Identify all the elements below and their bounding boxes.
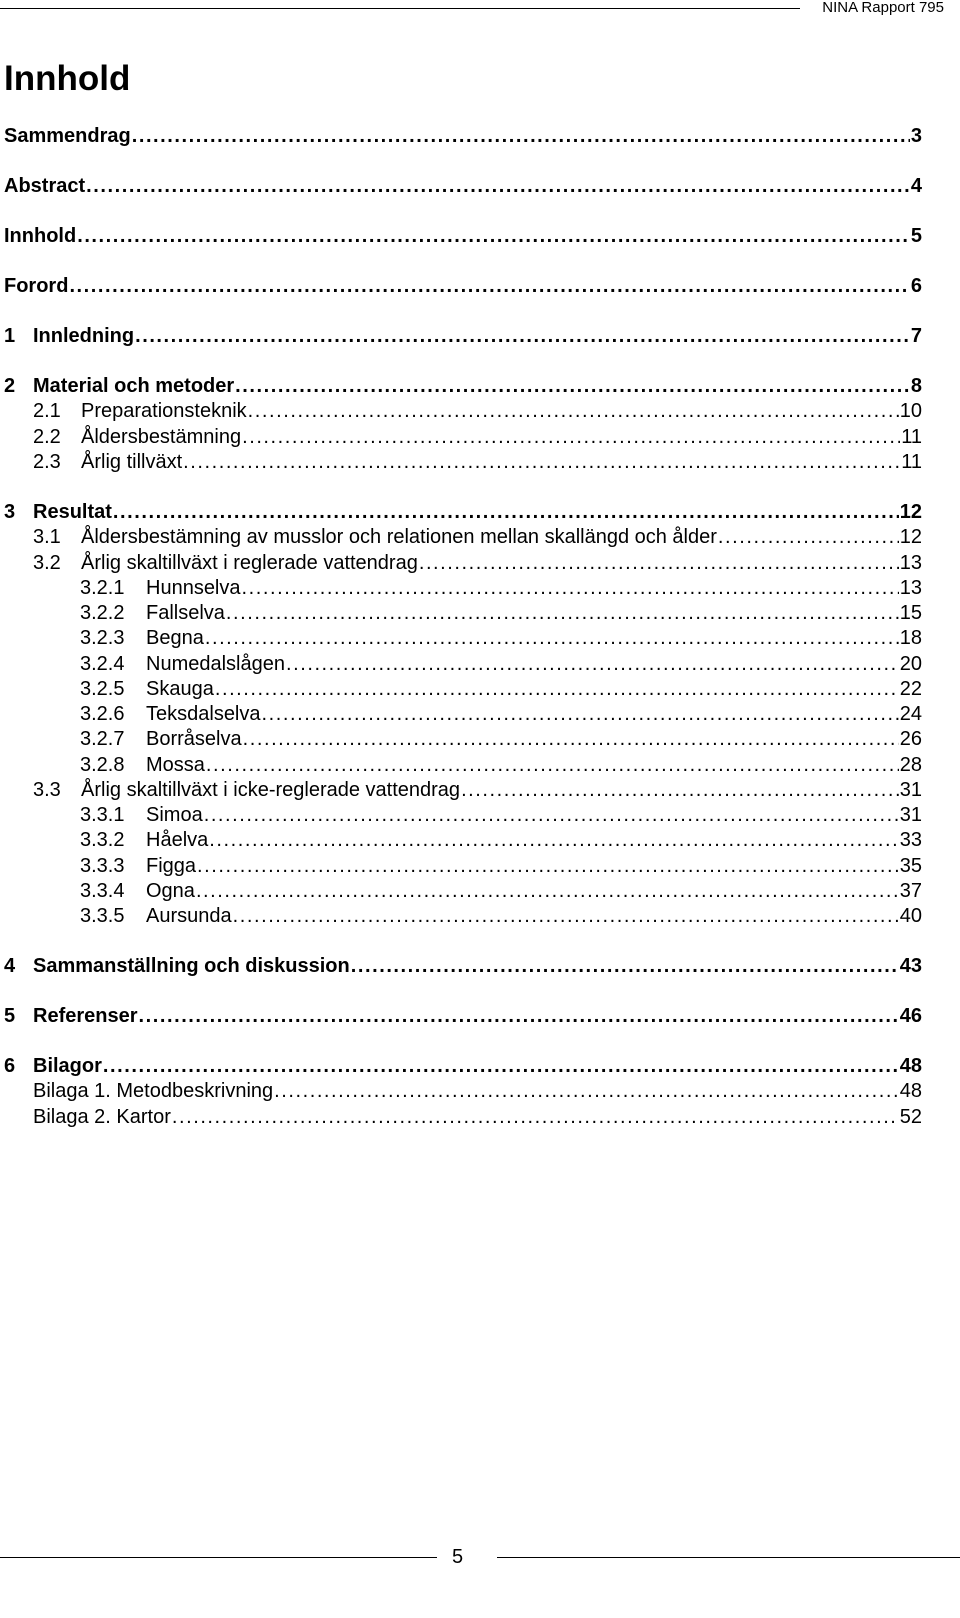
- toc-dot-leader: [112, 500, 899, 524]
- toc-entry-label: Ogna: [146, 880, 195, 902]
- toc-entry[interactable]: [4, 500, 922, 524]
- toc-dot-leader: [214, 677, 899, 701]
- toc-entry-number: 3.2.6: [80, 703, 125, 725]
- toc-dot-leader: [203, 803, 899, 827]
- toc-dot-leader: [234, 374, 910, 398]
- toc-entry-page: 15: [899, 602, 922, 624]
- toc-entry[interactable]: [4, 324, 922, 348]
- toc-entry-number: 2.1: [33, 400, 61, 422]
- toc-entry[interactable]: [33, 1105, 922, 1129]
- toc-entry-page: 11: [901, 426, 922, 448]
- toc-entry-number: 3.3.3: [80, 855, 125, 877]
- toc-entry[interactable]: [33, 525, 922, 549]
- toc-entry-label: Referenser: [33, 1005, 138, 1027]
- toc-dot-leader: [134, 324, 910, 348]
- toc-dot-leader: [76, 224, 910, 248]
- toc-entry-number: 4: [4, 955, 16, 977]
- toc-dot-leader: [350, 954, 899, 978]
- toc-dot-leader: [460, 778, 899, 802]
- toc-entry-label: Preparationsteknik: [81, 400, 247, 422]
- toc-entry[interactable]: [4, 274, 922, 298]
- toc-entry[interactable]: [4, 224, 922, 248]
- toc-entry-page: 31: [899, 804, 922, 826]
- toc-entry-label: Årlig tillväxt: [81, 451, 183, 473]
- toc-entry-page: 6: [910, 275, 922, 297]
- toc-entry-label: Aursunda: [146, 905, 232, 927]
- toc-entry-label: Resultat: [33, 501, 112, 523]
- toc-entry[interactable]: [80, 803, 922, 827]
- toc-entry-label: Innhold: [4, 225, 77, 247]
- toc-entry-label: Sammendrag: [4, 125, 131, 147]
- toc-dot-leader: [204, 626, 899, 650]
- toc-entry-page: 8: [910, 375, 922, 397]
- toc-entry-page: 13: [899, 552, 922, 574]
- toc-entry-label: Begna: [146, 627, 204, 649]
- toc-entry[interactable]: [4, 1004, 922, 1028]
- toc-entry[interactable]: [80, 677, 922, 701]
- toc-entry[interactable]: [80, 652, 922, 676]
- toc-entry[interactable]: [80, 727, 922, 751]
- toc-entry-page: 35: [899, 855, 922, 877]
- toc-entry-number: 3.3: [33, 779, 61, 801]
- toc-entry[interactable]: [33, 551, 922, 575]
- toc-entry-label: Skauga: [146, 678, 214, 700]
- toc-entry-label: Forord: [4, 275, 69, 297]
- toc-entry-page: 43: [899, 955, 922, 977]
- toc-entry-number: 3.2.7: [80, 728, 125, 750]
- toc-entry-label: Fallselva: [146, 602, 225, 624]
- toc-entry-label: Åldersbestämning av musslor och relationen mellan skallängd och ålder: [81, 526, 717, 548]
- toc-dot-leader: [717, 525, 899, 549]
- toc-entry-number: 3.3.5: [80, 905, 125, 927]
- toc-dot-leader: [85, 174, 910, 198]
- toc-dot-leader: [418, 551, 899, 575]
- toc-entry-label: Mossa: [146, 754, 205, 776]
- toc-entry-number: 3: [4, 501, 16, 523]
- toc-entry-number: 3.2.3: [80, 627, 125, 649]
- toc-dot-leader: [241, 425, 900, 449]
- page-title: Innhold: [4, 59, 131, 98]
- toc-entry-number: 3.2.2: [80, 602, 125, 624]
- toc-dot-leader: [131, 124, 910, 148]
- toc-entry-number: 3.2.4: [80, 653, 125, 675]
- toc-entry-label: Hunnselva: [146, 577, 241, 599]
- toc-dot-leader: [247, 399, 899, 423]
- footer-rule-left: [0, 1557, 437, 1558]
- toc-entry-label: Bilaga 1. Metodbeskrivning: [33, 1080, 274, 1102]
- toc-entry[interactable]: [80, 879, 922, 903]
- toc-entry-page: 26: [899, 728, 922, 750]
- toc-entry-page: 31: [899, 779, 922, 801]
- toc-entry-page: 12: [899, 526, 922, 548]
- toc-entry-label: Åldersbestämning: [81, 426, 242, 448]
- toc-dot-leader: [208, 828, 898, 852]
- toc-dot-leader: [195, 879, 899, 903]
- toc-entry-page: 48: [899, 1055, 922, 1077]
- toc-entry-number: 3.3.4: [80, 880, 125, 902]
- toc-entry-label: Material och metoder: [33, 375, 235, 397]
- toc-entry[interactable]: [4, 174, 922, 198]
- toc-entry[interactable]: [33, 399, 922, 423]
- toc-entry-label: Simoa: [146, 804, 203, 826]
- toc-entry-page: 48: [899, 1080, 922, 1102]
- toc-entry-number: 2.2: [33, 426, 61, 448]
- toc-entry-page: 12: [899, 501, 922, 523]
- toc-entry[interactable]: [80, 753, 922, 777]
- footer-rule-right: [497, 1557, 960, 1558]
- toc-dot-leader: [205, 753, 899, 777]
- toc-entry-page: 4: [910, 175, 922, 197]
- toc-entry-label: Abstract: [4, 175, 86, 197]
- toc-dot-leader: [242, 727, 899, 751]
- toc-entry-label: Borråselva: [146, 728, 242, 750]
- toc-entry-page: 33: [899, 829, 922, 851]
- toc-dot-leader: [285, 652, 899, 676]
- toc-entry-page: 5: [910, 225, 922, 247]
- toc-entry[interactable]: [4, 1054, 922, 1078]
- toc-entry-label: Årlig skaltillväxt i icke-reglerade vattendrag: [81, 779, 461, 801]
- toc-entry-page: 11: [901, 451, 922, 473]
- running-header: NINA Rapport 795: [822, 0, 944, 16]
- toc-entry-page: 13: [899, 577, 922, 599]
- toc-dot-leader: [138, 1004, 899, 1028]
- toc-entry-page: 10: [899, 400, 922, 422]
- toc-dot-leader: [182, 450, 900, 474]
- toc-entry[interactable]: [80, 904, 922, 928]
- toc-entry-number: 2.3: [33, 451, 61, 473]
- toc-entry[interactable]: [33, 778, 922, 802]
- toc-entry-page: 37: [899, 880, 922, 902]
- toc-entry[interactable]: [80, 702, 922, 726]
- toc-entry-label: Håelva: [146, 829, 209, 851]
- toc-entry-number: 2: [4, 375, 16, 397]
- toc-entry-number: 3.1: [33, 526, 61, 548]
- toc-entry-number: 3.2.8: [80, 754, 125, 776]
- toc-entry-number: 1: [4, 325, 16, 347]
- toc-entry-number: 3.2.1: [80, 577, 125, 599]
- toc-entry-label: Årlig skaltillväxt i reglerade vattendrag: [81, 552, 418, 574]
- toc-entry-number: 3.3.2: [80, 829, 125, 851]
- toc-entry[interactable]: [33, 450, 922, 474]
- toc-entry-page: 22: [899, 678, 922, 700]
- toc-entry-number: 5: [4, 1005, 16, 1027]
- page-number: 5: [452, 1546, 464, 1568]
- toc-entry-number: 6: [4, 1055, 16, 1077]
- toc-entry-page: 3: [910, 125, 922, 147]
- header-rule: [0, 8, 800, 9]
- toc-entry-page: 24: [899, 703, 922, 725]
- toc-dot-leader: [68, 274, 909, 298]
- toc-entry-page: 46: [899, 1005, 922, 1027]
- toc-entry-label: Bilagor: [33, 1055, 102, 1077]
- toc-dot-leader: [232, 904, 899, 928]
- toc-entry[interactable]: [33, 425, 922, 449]
- toc-entry-number: 3.3.1: [80, 804, 125, 826]
- toc-dot-leader: [273, 1079, 899, 1103]
- toc-dot-leader: [196, 854, 899, 878]
- toc-entry[interactable]: [80, 854, 922, 878]
- toc-dot-leader: [171, 1105, 899, 1129]
- toc-dot-leader: [225, 601, 899, 625]
- toc-entry[interactable]: [80, 828, 922, 852]
- toc-entry[interactable]: [33, 1079, 922, 1103]
- toc-dot-leader: [261, 702, 899, 726]
- toc-entry[interactable]: [80, 626, 922, 650]
- toc-entry[interactable]: [4, 954, 922, 978]
- toc-entry-label: Sammanställning och diskussion: [33, 955, 350, 977]
- toc-entry-label: Figga: [146, 855, 197, 877]
- toc-entry[interactable]: [4, 124, 922, 148]
- toc-entry[interactable]: [80, 601, 922, 625]
- toc-entry[interactable]: [4, 374, 922, 398]
- toc-entry-number: 3.2.5: [80, 678, 125, 700]
- toc-entry-number: 3.2: [33, 552, 61, 574]
- toc-entry-page: 18: [899, 627, 922, 649]
- toc-entry-page: 40: [899, 905, 922, 927]
- toc-entry-label: Teksdalselva: [146, 703, 261, 725]
- toc-entry-label: Numedalslågen: [146, 653, 285, 675]
- toc-dot-leader: [241, 576, 899, 600]
- toc-entry-page: 52: [899, 1106, 922, 1128]
- toc-entry-label: Innledning: [33, 325, 135, 347]
- toc-entry-label: Bilaga 2. Kartor: [33, 1106, 171, 1128]
- toc-dot-leader: [102, 1054, 899, 1078]
- toc-entry-page: 28: [899, 754, 922, 776]
- toc-entry-page: 7: [910, 325, 922, 347]
- toc-entry-page: 20: [899, 653, 922, 675]
- toc-entry[interactable]: [80, 576, 922, 600]
